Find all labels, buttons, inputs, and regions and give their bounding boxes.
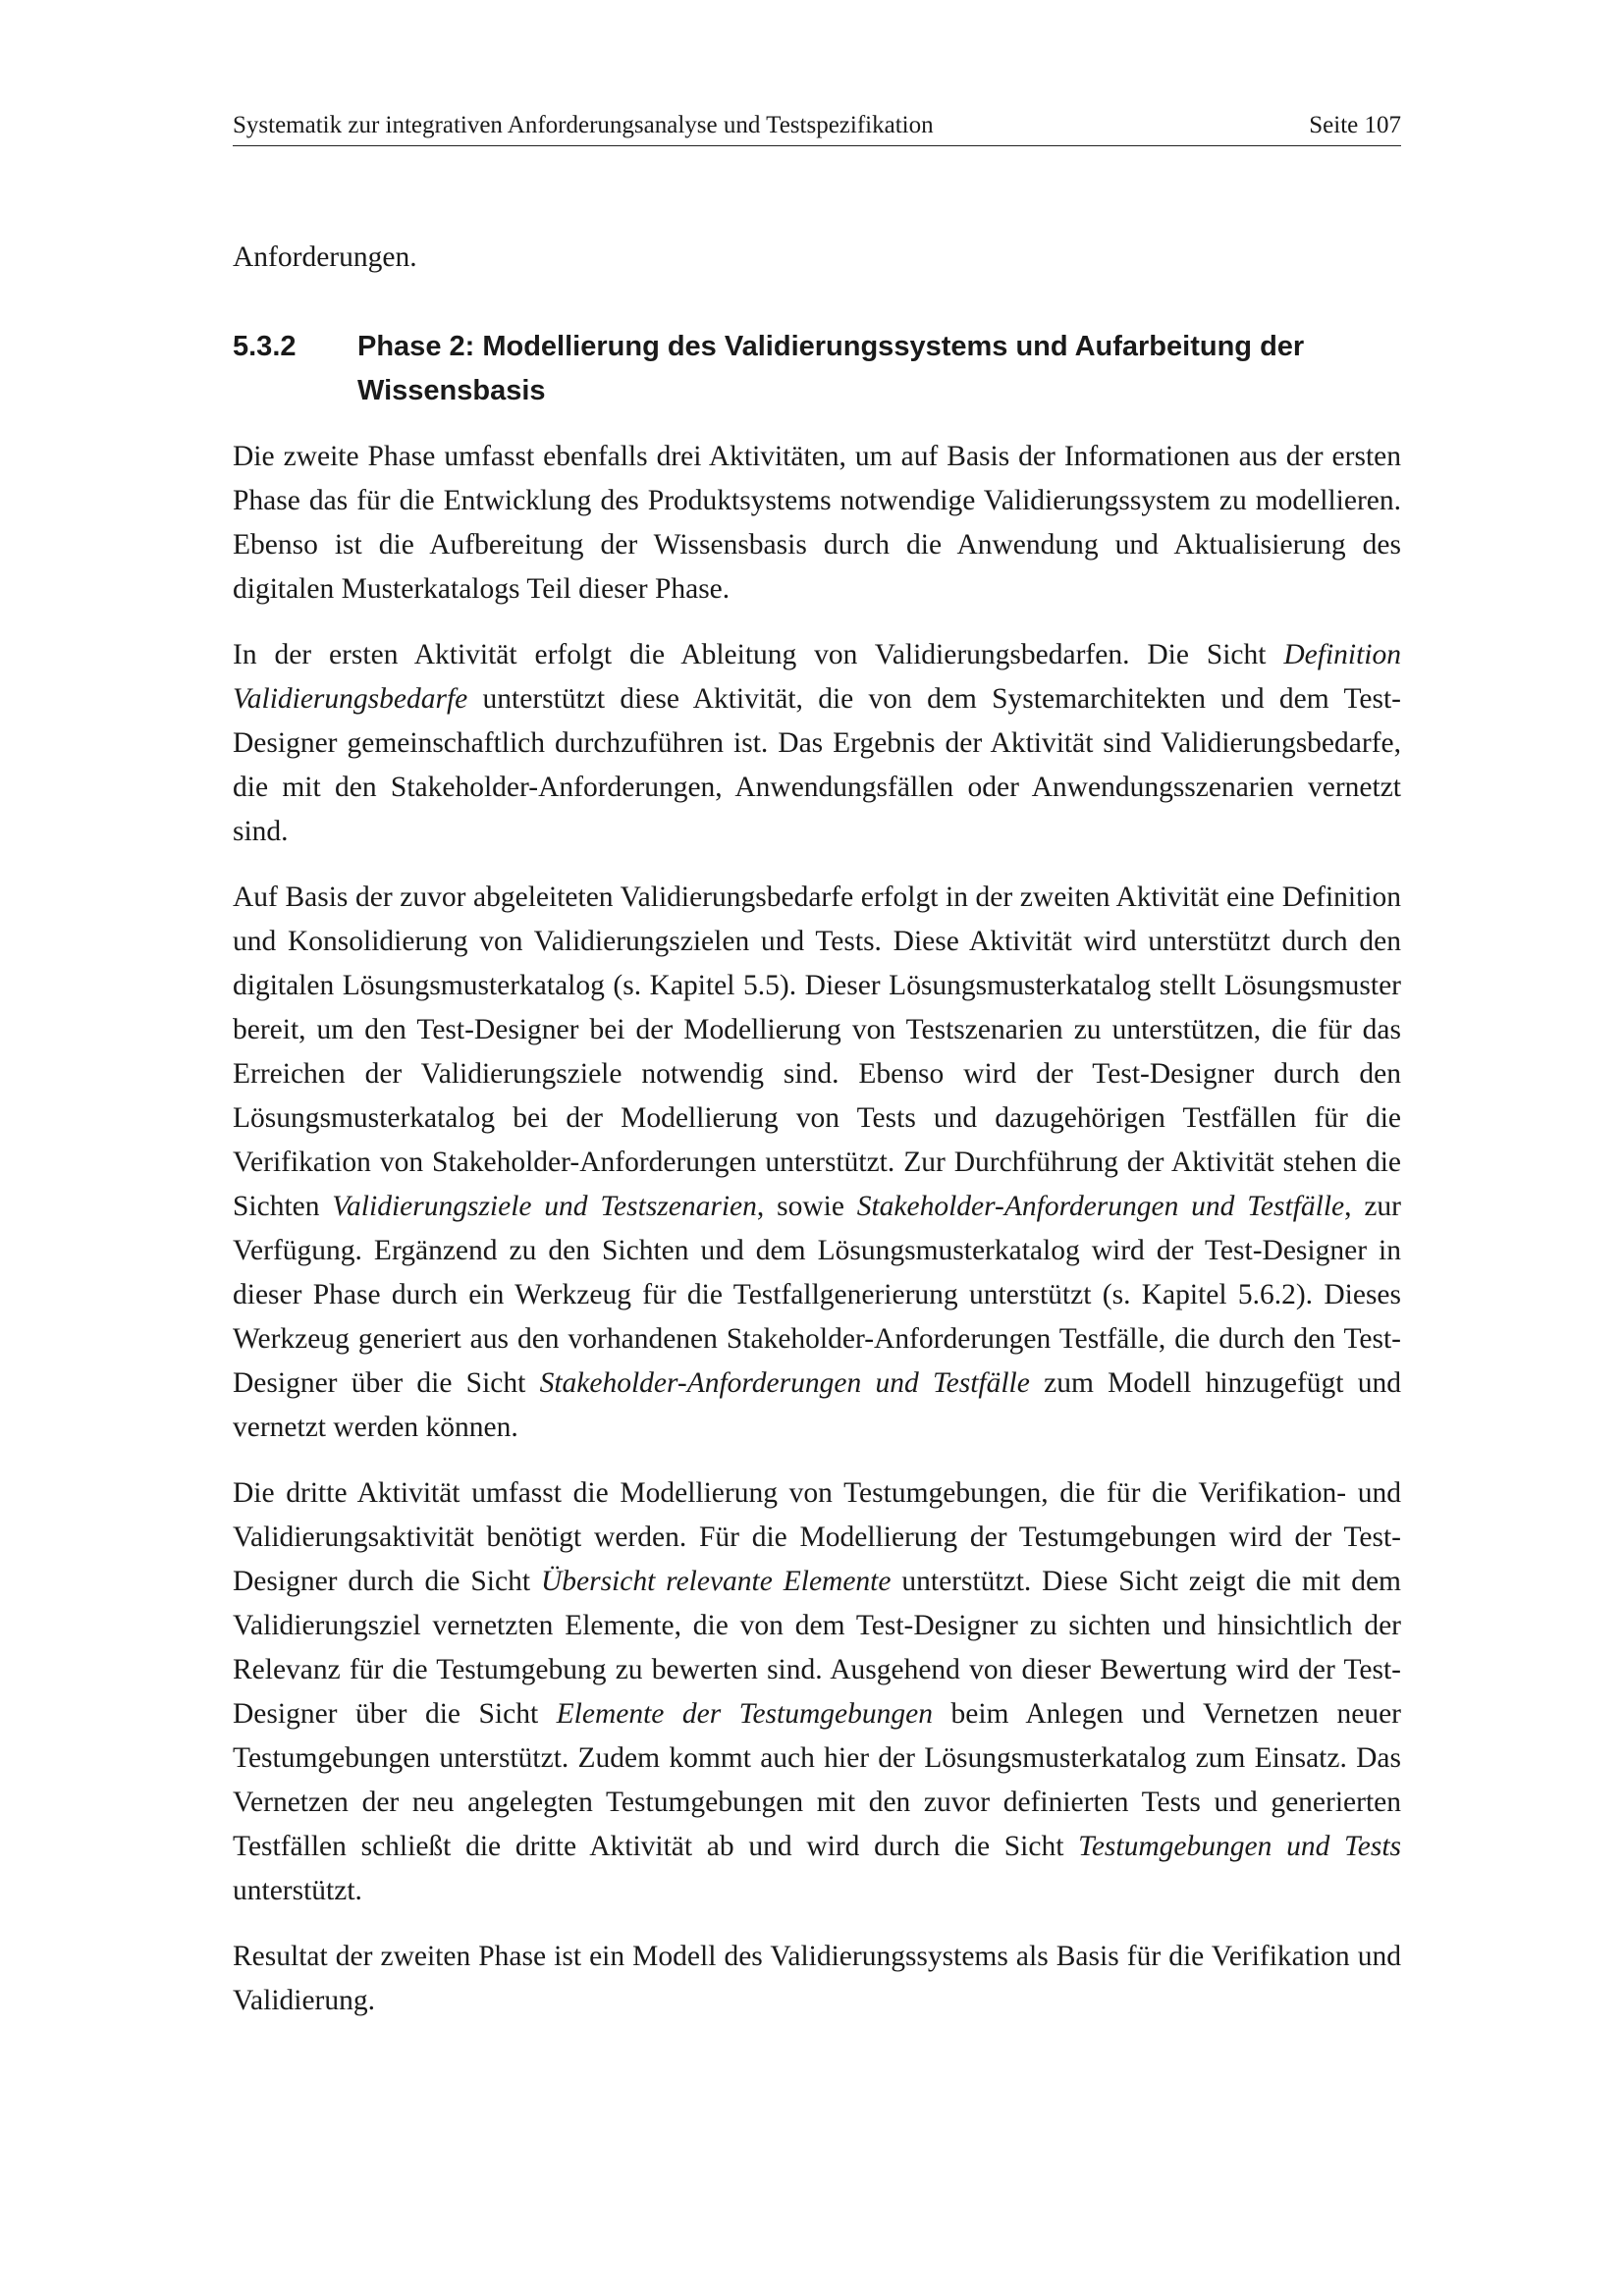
view-name-definition-validierungsbedarfe: Definition Validierungsbedarfe [233, 639, 1401, 715]
view-name-stakeholder-anforderungen-testfaelle-2: Stakeholder-Anforderungen und Testfälle [539, 1367, 1030, 1399]
paragraph-2-text-a: In der ersten Aktivität erfolgt die Ableitung von Validierungsbedarfen. Die Sicht [233, 639, 1284, 670]
section-number: 5.3.2 [233, 331, 297, 362]
paragraph-3-text-c: , zur Verfügung. Ergänzend zu den Sichten und dem Lösungsmusterkatalog wird der Test-Designer in dieser Phase durch ein Werkzeug für die Testfallgenerierung unterstützt (s. Kapitel 5.6.2). Dieses Werkzeug generiert aus den vorhandenen Stakeholder-Anforderungen Testfälle, die durch den Test-Designer über die Sicht [233, 1191, 1401, 1399]
lead-text: Anforderungen. [233, 241, 417, 273]
paragraph-3-text-a: Auf Basis der zuvor abgeleiteten Validierungsbedarfe erfolgt in der zweiten Aktivität eine Definition und Konsolidierung von Validierungszielen und Tests. Diese Aktivität wird unterstützt durch den digitalen Lösungsmusterkatalog (s. Kapitel 5.5). Dieser Lösungsmusterkatalog stellt Lösungsmuster bereit, um den Test-Designer bei der Modellierung von Testszenarien zu unterstützen, die für das Erreichen der Validierungsziele notwendig sind. Ebenso wird der Test-Designer durch den Lösungsmusterkatalog bei der Modellierung von Tests und dazugehörigen Testfällen für die Verifikation von Stakeholder-Anforderungen unterstützt. Zur Durchführung der Aktivität stehen die Sichten [233, 881, 1401, 1222]
paragraph-5-text: Resultat der zweiten Phase ist ein Modell des Validierungssystems als Basis für die Verifikation und Validierung. [233, 1941, 1401, 2016]
paragraph-1 [233, 435, 1401, 612]
paragraph-3 [233, 876, 1401, 1450]
view-name-stakeholder-anforderungen-testfaelle: Stakeholder-Anforderungen und Testfälle [856, 1191, 1345, 1222]
page-header [233, 106, 1401, 146]
paragraph-4-text-a: Die dritte Aktivität umfasst die Modellierung von Testumgebungen, die für die Verifikation- und Validierungsaktivität benötigt werden. Für die Modellierung der Testumgebungen wird der Test-Designer durch die Sicht [233, 1477, 1401, 1597]
section-heading [233, 325, 1401, 413]
view-name-uebersicht-relevante-elemente: Übersicht relevante Elemente [540, 1566, 892, 1597]
page-number: Seite 107 [1309, 112, 1401, 138]
paragraph-4 [233, 1471, 1401, 1913]
view-name-validierungsziele-testszenarien: Validierungsziele und Testszenarien [332, 1191, 757, 1222]
paragraph-5 [233, 1935, 1401, 2023]
paragraph-2 [233, 633, 1401, 854]
page-content [233, 236, 1401, 2023]
paragraph-1-text: Die zweite Phase umfasst ebenfalls drei Aktivitäten, um auf Basis der Informationen aus der ersten Phase das für die Entwicklung des Produktsystems notwendige Validierungssystem zu modellieren. Ebenso ist die Aufbereitung der Wissensbasis durch die Anwendung und Aktualisierung des digitalen Musterkatalogs Teil dieser Phase. [233, 441, 1401, 605]
paragraph-4-text-d: unterstützt. [233, 1875, 362, 1906]
paragraph-3-text-d: zum Modell hinzugefügt und vernetzt werden können. [233, 1367, 1401, 1443]
paragraph-4-text-b: unterstützt. Diese Sicht zeigt die mit dem Validierungsziel vernetzten Elemente, die von dem Test-Designer zu sichten und hinsichtlich der Relevanz für die Testumgebung zu bewerten sind. Ausgehend von dieser Bewertung wird der Test-Designer über die Sicht [233, 1566, 1401, 1730]
paragraph-3-text-b: , sowie [756, 1191, 857, 1222]
section-title: Phase 2: Modellierung des Validierungssystems und Aufarbeitung der Wissensbasis [357, 331, 1305, 406]
paragraph-4-text-c: beim Anlegen und Vernetzen neuer Testumgebungen unterstützt. Zudem kommt auch hier der Lösungsmusterkatalog zum Einsatz. Das Vernetzen der neu angelegten Testumgebungen mit den zuvor definierten Tests und generierten Testfällen schließt die dritte Aktivität ab und wird durch die Sicht [233, 1698, 1401, 1862]
view-name-testumgebungen-und-tests: Testumgebungen und Tests [1078, 1831, 1401, 1862]
view-name-elemente-der-testumgebungen: Elemente der Testumgebungen [556, 1698, 933, 1730]
running-title: Systematik zur integrativen Anforderungsanalyse und Testspezifikation [233, 112, 934, 138]
paragraph-2-text-b: unterstützt diese Aktivität, die von dem Systemarchitekten und dem Test-Designer gemeinschaftlich durchzuführen ist. Das Ergebnis der Aktivität sind Validierungsbedarfe, die mit den Stakeholder-Anforderungen, Anwendungsfällen oder Anwendungsszenarien vernetzt sind. [233, 683, 1401, 847]
